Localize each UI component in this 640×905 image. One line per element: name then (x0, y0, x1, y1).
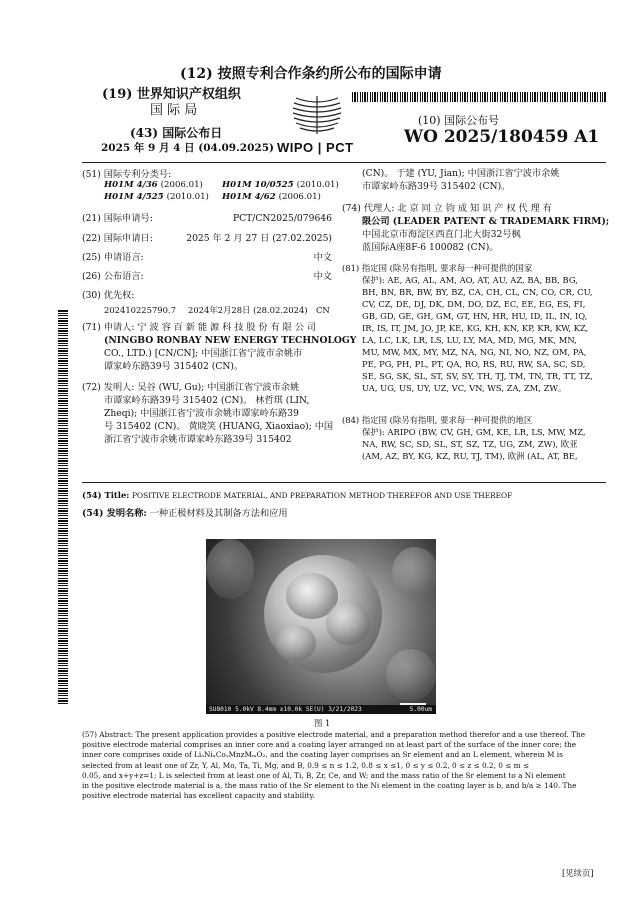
wipo-logo-icon (286, 92, 348, 146)
abstract: (57) Abstract: The present application provides a positive electrode material, and a preparation method therefor and a use thereof. The positive electrode material comprises an inner core and a coating layer arranged on at least part of the surface of the inner core; the inner core comprises oxide of LiₐNiₓCoᵧMnzMₘO₂, and the coating layer comprises an Sr element and an L element, wherein M is selected from at least one of Zr, Y, Al, Mo, Ta, Ti, Mg, and B, 0.9 ≤ n ≤ 1.2, 0.8 ≤ x ≤1, 0 ≤ y ≤ 0.2, 0 ≤ z ≤ 0.2, 0 ≤ m ≤ 0.05, and x+y+z=1; L is selected from at least one of Al, Ti, B, Zr, Ce, and W; and the mass ratio of the Sr element to a Ni element in the positive electrode material is a, the mass ratio of the Sr element to the Ni element in the coating layer is b, and b/a ≥ 140. The positive electrode material has excellent capacity and stability. (82, 730, 586, 801)
priority-country: CN (316, 305, 330, 315)
figure-caption: 图 1 (314, 718, 331, 728)
title-en: (54) Title: POSITIVE ELECTRODE MATERIAL, AND PREPARATION METHOD THEREFOR AND USE THEREOF (82, 490, 513, 500)
field-22-value: 2025 年 2 月 27 日 (27.02.2025) (186, 233, 332, 244)
ipc-code: H01M 4/525 (2010.01) (104, 192, 209, 202)
pubdate-label: (43) 国际公布日 (130, 126, 223, 140)
field-25-value: 中文 (313, 252, 332, 263)
section-rule (82, 482, 606, 483)
pubno-label: (10) 国际公布号 (418, 114, 500, 127)
ipc-code: H01M 4/36 (2006.01) (104, 180, 203, 190)
org-name: (19) 世界知识产权组织 (102, 87, 241, 102)
field-21-label: (21) 国际申请号: (82, 213, 153, 224)
field-81-designated-states: (81) 指定国 (除另有指明, 要求每一种可提供的国家 保护): AE, AG, AL, AM, AO, AT, AU, AZ, BA, BB, BG, BH, BN, BR, BW, BY, BZ, CA, CH, CL, CN, CO, CR, CU, CV, CZ, DE, DJ, DK, DM, DO, DZ, EC, EE, EG, ES, FI, GB, GD, GE, GH, GM, GT, HN, HR, HU, ID, IL, IN, IQ, IR, IS, IT, JM, JO, JP, KE, KG, KH, KN, KP, KR, KW, KZ, LA, LC, LK, LR, LS, LU, LY, MA, MD, MG, MK, MN, MU, MW, MX, MY, MZ, NA, NG, NI, NO, NZ, OM, PA, PE, PG, PH, PL, PT, QA, RO, RS, RU, RW, SA, SC, SD, SE, SG, SK, SL, ST, SV, SY, TH, TJ, TM, TN, TR, TT, TZ, UA, UG, US, UY, UZ, VC, VN, WS, ZA, ZM, ZW。 (342, 263, 593, 393)
ipc-code: H01M 4/62 (2006.01) (222, 192, 321, 202)
sem-micrograph (206, 539, 436, 714)
field-26-label: (26) 公布语言: (82, 271, 144, 282)
field-25-label: (25) 申请语言: (82, 252, 144, 263)
field-26-value: 中文 (313, 271, 332, 282)
priority-number: 202410225790.7 (104, 305, 176, 315)
field-72-inventors: (72) 发明人: 吴谷 (WU, Gu); 中国浙江省宁波市余姚 市谭家岭东路39号 315402 (CN)。 林哲琪 (LIN, Zheqi); 中国浙江省宁波市余姚市谭家岭东路39 号 315402 (CN)。 黄晓笑 (HUANG, Xiaoxiao); 中国 浙江省宁波市余姚市谭家岭东路39号 315402 (82, 382, 334, 445)
field-84-regional-states: (84) 指定国 (除另有指明, 要求每一种可提供的地区 保护): ARIPO (BW, CV, GH, GM, KE, LR, LS, MW, MZ, NA, RW, SC, SD, SL, ST, SZ, TZ, UG, ZM, ZW), 欧亚 (AM, AZ, BY, KG, KZ, RU, TJ, TM), 欧洲 (AL, AT, BE, (342, 415, 586, 461)
field-51-label: (51) 国际专利分类号: (82, 169, 172, 180)
sem-info-bar: SU8010 5.0kV 8.4mm x10.0k SE(U) 3/21/2023 5.00um (206, 705, 436, 714)
field-74-agent: (74) 代理人: 北 京 同 立 钧 成 知 识 产 权 代 理 有 限公司 (LEADER PATENT & TRADEMARK FIRM); 中国北京市海淀区西直门北大街32号枫 蓝国际A座8F-6 100082 (CN)。 (342, 203, 610, 253)
continued-note: [见续页] (562, 868, 594, 878)
header-rule (82, 162, 606, 163)
document-title: (12) 按照专利合作条约所公布的国际申请 (180, 66, 442, 82)
org-bureau: 国 际 局 (150, 103, 198, 118)
barcode-top (352, 92, 606, 102)
pubdate-value: 2025 年 9 月 4 日 (04.09.2025) (101, 142, 274, 154)
priority-date: 2024年2月28日 (28.02.2024) (188, 305, 308, 315)
field-71-applicant: (71) 申请人: 宁 波 容 百 新 能 源 科 技 股 份 有 限 公 司 (NINGBO RONBAY NEW ENERGY TECHNOLOGY CO., LTD.) [CN/CN]; 中国浙江省宁波市余姚市 谭家岭东路39号 315402 (CN)。 (82, 322, 357, 372)
field-30-label: (30) 优先权: (82, 290, 135, 301)
pubno-value: WO 2025/180459 A1 (404, 127, 600, 147)
barcode-side (58, 310, 68, 704)
field-22-label: (22) 国际申请日: (82, 233, 153, 244)
title-zh: (54) 发明名称: 一种正极材料及其制备方法和应用 (82, 508, 288, 519)
ipc-code: H01M 10/0525 (2010.01) (222, 180, 339, 190)
wipo-pct-text: WIPO | PCT (277, 140, 354, 155)
field-21-value: PCT/CN2025/079646 (232, 213, 332, 224)
inventors-continued: (CN)。 于建 (YU, Jian); 中国浙江省宁波市余姚 市谭家岭东路39号 315402 (CN)。 (362, 168, 560, 192)
